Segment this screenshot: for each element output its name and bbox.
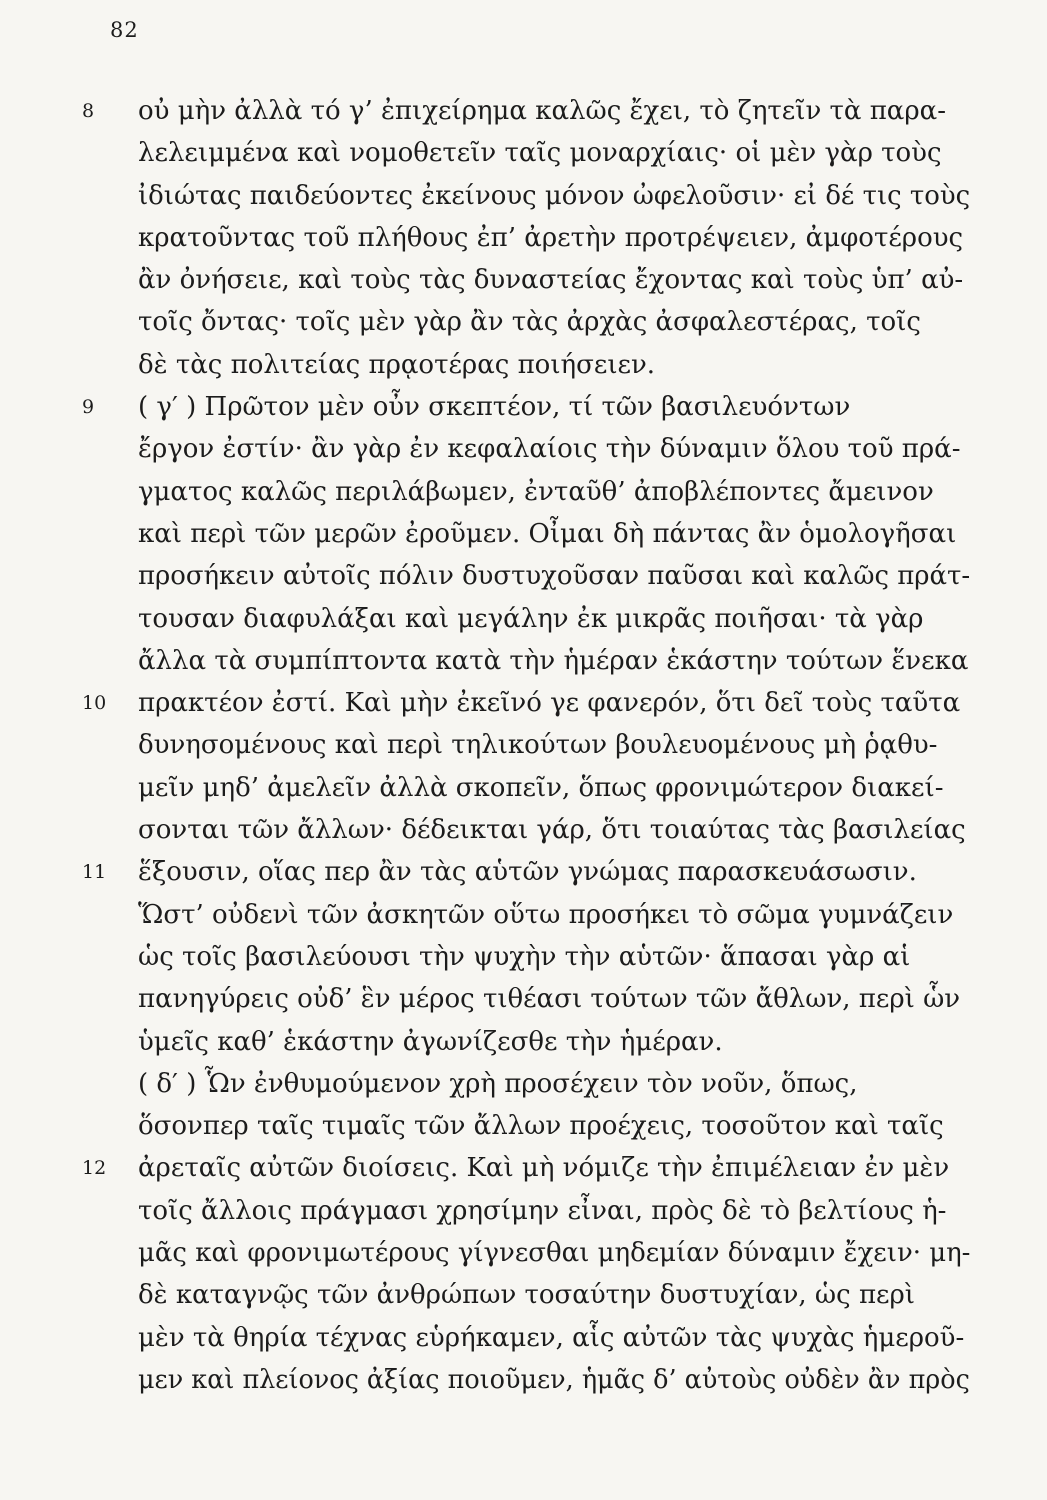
line-text: τοῖς ὄντας· τοῖς μὲν γὰρ ἂν τὰς ἀρχὰς ἀσφαλεστέρας, τοῖς <box>138 307 921 338</box>
line-text: ἕξουσιν, οἵας περ ἂν τὰς αὑτῶν γνώμας παρασκευάσωσιν. <box>138 857 917 888</box>
text-line <box>138 1063 970 1105</box>
line-text: μὲν τὰ θηρία τέχνας εὑρήκαμεν, αἷς αὐτῶν τὰς ψυχὰς ἡμεροῦ- <box>138 1322 965 1353</box>
line-text: ( γ′ ) Πρῶτον μὲν οὖν σκεπτέον, τί τῶν βασιλευόντων <box>138 392 851 423</box>
text-line <box>82 386 970 428</box>
page-number: 82 <box>110 18 139 42</box>
line-text: πρακτέον ἐστί. Καὶ μὴν ἐκεῖνό γε φανερόν, ὅτι δεῖ τοὺς ταῦτα <box>138 688 961 719</box>
line-number: 10 <box>82 692 107 715</box>
line-text: τουσαν διαφυλάξαι καὶ μεγάλην ἐκ μικρᾶς ποιῆσαι· τὰ γὰρ <box>138 603 924 634</box>
line-text: δὲ τὰς πολιτείας πρᾳοτέρας ποιήσειεν. <box>138 349 656 380</box>
text-line <box>138 344 970 386</box>
line-text: ( δ′ ) Ὧν ἐνθυμούμενον χρὴ προσέχειν τὸν νοῦν, ὅπως, <box>138 1068 858 1099</box>
text-line <box>138 598 970 640</box>
line-text: ἔργον ἐστίν· ἂν γὰρ ἐν κεφαλαίοις τὴν δύναμιν ὅλου τοῦ πρά- <box>138 434 961 465</box>
line-text: μεῖν μηδ’ ἀμελεῖν ἀλλὰ σκοπεῖν, ὅπως φρονιμώτερον διακεί- <box>138 772 944 803</box>
line-number: 9 <box>82 396 95 419</box>
line-text: δὲ καταγνῷς τῶν ἀνθρώπων τοσαύτην δυστυχίαν, ὡς περὶ <box>138 1280 915 1311</box>
text-line <box>138 1232 970 1274</box>
text-line <box>138 1317 970 1359</box>
line-text: κρατοῦντας τοῦ πλήθους ἐπ’ ἀρετὴν προτρέψειεν, ἀμφοτέρους <box>138 222 964 253</box>
line-text: μᾶς καὶ φρονιμωτέρους γίγνεσθαι μηδεμίαν δύναμιν ἔχειν· μη- <box>138 1238 971 1269</box>
text-line <box>138 175 970 217</box>
line-text: τοῖς ἄλλοις πράγμασι χρησίμην εἶναι, πρὸς δὲ τὸ βελτίους ἡ- <box>138 1195 947 1226</box>
text-line <box>138 978 970 1020</box>
text-line <box>138 1105 970 1147</box>
text-line <box>82 851 970 893</box>
text-line <box>138 1021 970 1063</box>
text-line <box>138 809 970 851</box>
line-text: οὐ μὴν ἀλλὰ τό γ’ ἐπιχείρημα καλῶς ἔχει, τὸ ζητεῖν τὰ παρα- <box>138 96 946 126</box>
line-text: ὑμεῖς καθ’ ἑκάστην ἀγωνίζεσθε τὴν ἡμέραν. <box>138 1026 723 1057</box>
text-line <box>138 1190 970 1232</box>
text-line <box>138 555 970 597</box>
line-number: 11 <box>82 861 107 884</box>
text-line <box>138 513 970 555</box>
line-text: ἂν ὀνήσειε, καὶ τοὺς τὰς δυναστείας ἔχοντας καὶ τοὺς ὑπ’ αὐ- <box>138 265 964 296</box>
line-text: Ὥστ’ οὐδενὶ τῶν ἀσκητῶν οὕτω προσήκει τὸ σῶμα γυμνάζειν <box>138 899 954 930</box>
text-line <box>138 428 970 470</box>
line-text: ἀρεταῖς αὐτῶν διοίσεις. Καὶ μὴ νόμιζε τὴν ἐπιμέλειαν ἐν μὲν <box>138 1153 950 1184</box>
line-text: καὶ περὶ τῶν μερῶν ἐροῦμεν. Οἶμαι δὴ πάντας ἂν ὁμολογῆσαι <box>138 518 957 549</box>
line-text: ὡς τοῖς βασιλεύουσι τὴν ψυχὴν τὴν αὑτῶν· ἅπασαι γὰρ αἱ <box>138 941 911 972</box>
line-text: προσήκειν αὐτοῖς πόλιν δυστυχοῦσαν παῦσαι καὶ καλῶς πράτ- <box>138 561 971 592</box>
text-line <box>138 894 970 936</box>
line-number: 12 <box>82 1157 107 1180</box>
text-line <box>138 259 970 301</box>
text-line <box>138 217 970 259</box>
text-line <box>138 301 970 343</box>
text-line <box>138 1359 970 1401</box>
text-line <box>138 132 970 174</box>
text-line <box>138 640 970 682</box>
line-text: ἰδιώτας παιδεύοντες ἐκείνους μόνον ὠφελοῦσιν· εἰ δέ τις τοὺς <box>138 180 971 211</box>
text-line <box>82 90 970 132</box>
text-block <box>82 90 971 1401</box>
line-number: 8 <box>82 100 95 122</box>
text-line <box>138 1274 970 1316</box>
line-text: μεν καὶ πλείονος ἀξίας ποιοῦμεν, ἡμᾶς δ’ αὐτοὺς οὐδὲν ἂν πρὸς <box>138 1364 970 1395</box>
text-line <box>138 767 970 809</box>
line-text: ὅσονπερ ταῖς τιμαῖς τῶν ἄλλων προέχεις, τοσοῦτον καὶ ταῖς <box>138 1111 944 1142</box>
text-line <box>138 471 970 513</box>
line-text: δυνησομένους καὶ περὶ τηλικούτων βουλευομένους μὴ ῥᾳθυ- <box>138 730 938 761</box>
text-line <box>82 682 970 724</box>
line-text: σονται τῶν ἄλλων· δέδεικται γάρ, ὅτι τοιαύτας τὰς βασιλείας <box>138 815 966 846</box>
text-line <box>138 724 970 766</box>
line-text: πανηγύρεις οὐδ’ ἓν μέρος τιθέασι τούτων τῶν ἄθλων, περὶ ὧν <box>138 984 961 1015</box>
line-text: λελειμμένα καὶ νομοθετεῖν ταῖς μοναρχίαις· οἱ μὲν γὰρ τοὺς <box>138 138 942 169</box>
line-text: ἄλλα τὰ συμπίπτοντα κατὰ τὴν ἡμέραν ἑκάστην τούτων ἕνεκα <box>138 645 969 676</box>
line-text: γματος καλῶς περιλάβωμεν, ἐνταῦθ’ ἀποβλέποντες ἄμεινον <box>138 476 934 507</box>
text-line <box>138 936 970 978</box>
text-line <box>82 1147 970 1189</box>
